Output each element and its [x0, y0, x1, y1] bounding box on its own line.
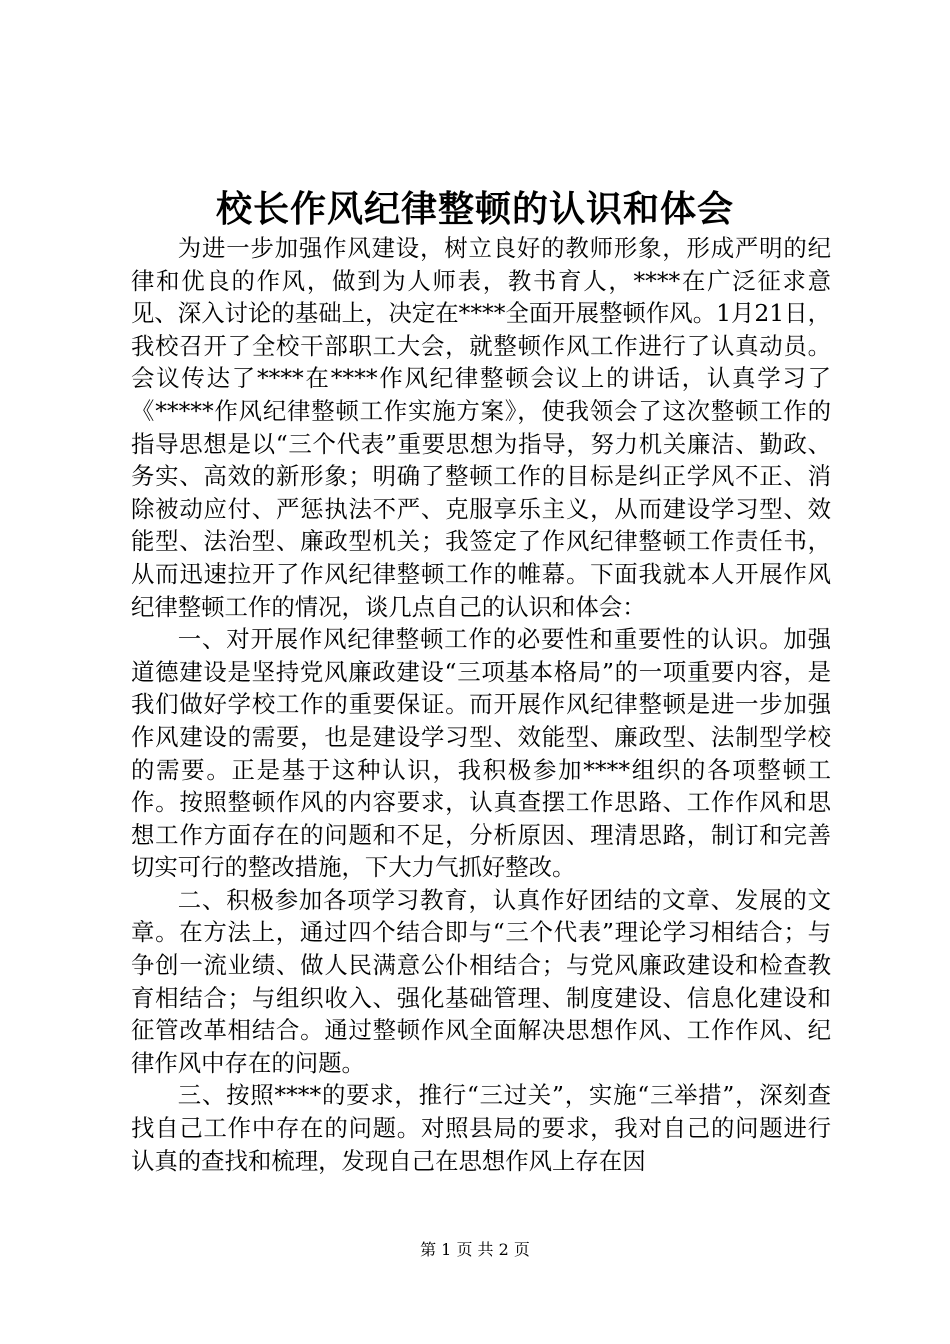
- page-number-footer: 第 1 页 共 2 页: [420, 1240, 530, 1259]
- paragraph-section-3: 三、按照****的要求，推行“三过关”，实施“三举措”，深刻查找自己工作中存在的问题。对照县局的要求，我对自己的问题进行认真的查找和梳理，发现自己在思想作风上存在因: [131, 1081, 831, 1175]
- paragraph-section-2: 二、积极参加各项学习教育，认真作好团结的文章、发展的文章。在方法上，通过四个结合即与“三个代表”理论学习相结合；与争创一流业绩、做人民满意公仆相结合；与党风廉政建设和检查教育相结合；与组织收入、强化基础管理、制度建设、信息化建设和征管改革相结合。通过整顿作风全面解决思想作风、工作作风、纪律作风中存在的问题。: [131, 885, 831, 1077]
- document-title: 校长作风纪律整顿的认识和体会: [215, 188, 734, 230]
- document-body: [131, 232, 831, 1177]
- paragraph-intro: 为进一步加强作风建设，树立良好的教师形象，形成严明的纪律和优良的作风，做到为人师表，教书育人，****在广泛征求意见、深入讨论的基础上，决定在****全面开展整顿作风。1月21日，我校召开了全校干部职工大会，就整顿作风工作进行了认真动员。会议传达了****在****作风纪律整顿会议上的讲话，认真学习了《*****作风纪律整顿工作实施方案》，使我领会了这次整顿工作的指导思想是以“三个代表”重要思想为指导，努力机关廉洁、勤政、务实、高效的新形象；明确了整顿工作的目标是纠正学风不正、消除被动应付、严惩执法不严、克服享乐主义，从而建设学习型、效能型、法治型、廉政型机关；我签定了作风纪律整顿工作责任书，从而迅速拉开了作风纪律整顿工作的帷幕。下面我就本人开展作风纪律整顿工作的情况，谈几点自己的认识和体会：: [131, 234, 831, 621]
- paragraph-section-1: 一、对开展作风纪律整顿工作的必要性和重要性的认识。加强道德建设是坚持党风廉政建设“三项基本格局”的一项重要内容，是我们做好学校工作的重要保证。而开展作风纪律整顿是进一步加强作风建设的需要，也是建设学习型、效能型、廉政型、法制型学校的需要。正是基于这种认识，我积极参加****组织的各项整顿工作。按照整顿作风的内容要求，认真查摆工作思路、工作作风和思想工作方面存在的问题和不足，分析原因、理清思路，制订和完善切实可行的整改措施，下大力气抓好整改。: [131, 625, 831, 882]
